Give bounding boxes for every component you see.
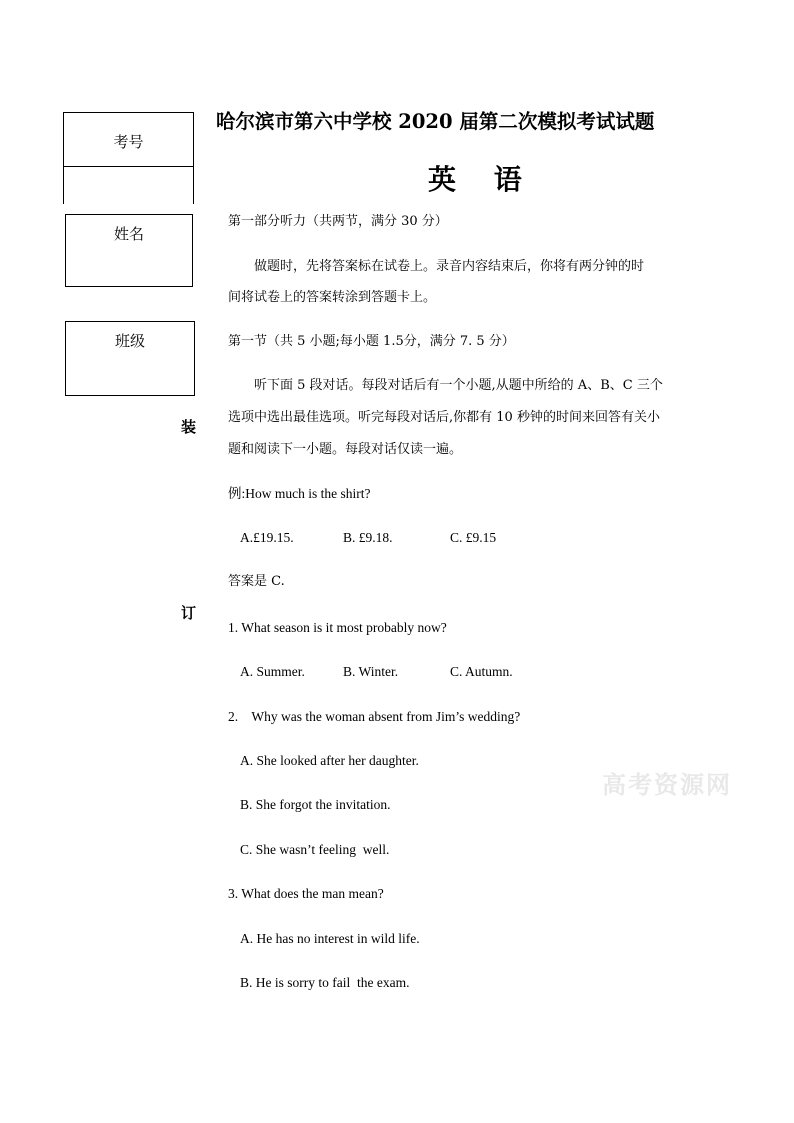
question-2-option-c: C. She wasn’t feeling well. [240, 842, 390, 857]
section1-heading: 第一节（共 5 小题;每小题 1.5分，满分 7. 5 分） [228, 334, 515, 349]
example-answer: 答案是 C. [228, 574, 285, 589]
instruction-2-line-2: 选项中选出最佳选项。听完每段对话后,你都有 10 秒钟的时间来回答有关小 [228, 410, 660, 425]
binding-mark-zhuang: 装 [181, 418, 197, 436]
example-question: 例:How much is the shirt? [228, 486, 371, 501]
instruction-2-line-3: 题和阅读下一小题。每段对话仅读一遍。 [228, 442, 463, 457]
watermark-text: 高考资源网 [602, 770, 732, 799]
class-box [65, 321, 195, 396]
exam-number-divider [64, 166, 193, 167]
example-option-b: B. £9.18. [343, 530, 393, 545]
question-3-option-a: A. He has no interest in wild life. [240, 931, 420, 946]
example-option-a: A.£19.15. [240, 530, 294, 545]
name-label: 姓名 [113, 225, 144, 243]
exam-number-box [63, 112, 194, 204]
part1-heading: 第一部分听力（共两节，满分 30 分） [228, 214, 448, 229]
instruction-1-line-1: 做题时，先将答案标在试卷上。录音内容结束后，你将有两分钟的时 [254, 259, 645, 274]
question-3: 3. What does the man mean? [228, 886, 384, 901]
subject-title: 英 语 [428, 163, 536, 196]
question-3-option-b: B. He is sorry to fail the exam. [240, 975, 410, 990]
example-option-c: C. £9.15 [450, 530, 497, 545]
question-1-option-b: B. Winter. [343, 664, 399, 679]
question-2: 2. Why was the woman absent from Jim’s wedding? [228, 709, 521, 724]
instruction-2-line-1: 听下面 5 段对话。每段对话后有一个小题,从题中所给的 A、B、C 三个 [254, 378, 663, 393]
question-1-option-c: C. Autumn. [450, 664, 513, 679]
exam-number-label: 考号 [113, 133, 144, 151]
question-2-option-a: A. She looked after her daughter. [240, 753, 419, 768]
class-label: 班级 [114, 332, 145, 350]
instruction-1-line-2: 间将试卷上的答案转涂到答题卡上。 [228, 290, 437, 305]
exam-title: 哈尔滨市第六中学校 2020 届第二次模拟考试试题 [216, 110, 655, 133]
name-box [65, 214, 193, 287]
question-1: 1. What season is it most probably now? [228, 620, 447, 635]
binding-mark-ding: 订 [181, 604, 197, 622]
question-2-option-b: B. She forgot the invitation. [240, 797, 391, 812]
question-1-option-a: A. Summer. [240, 664, 305, 679]
